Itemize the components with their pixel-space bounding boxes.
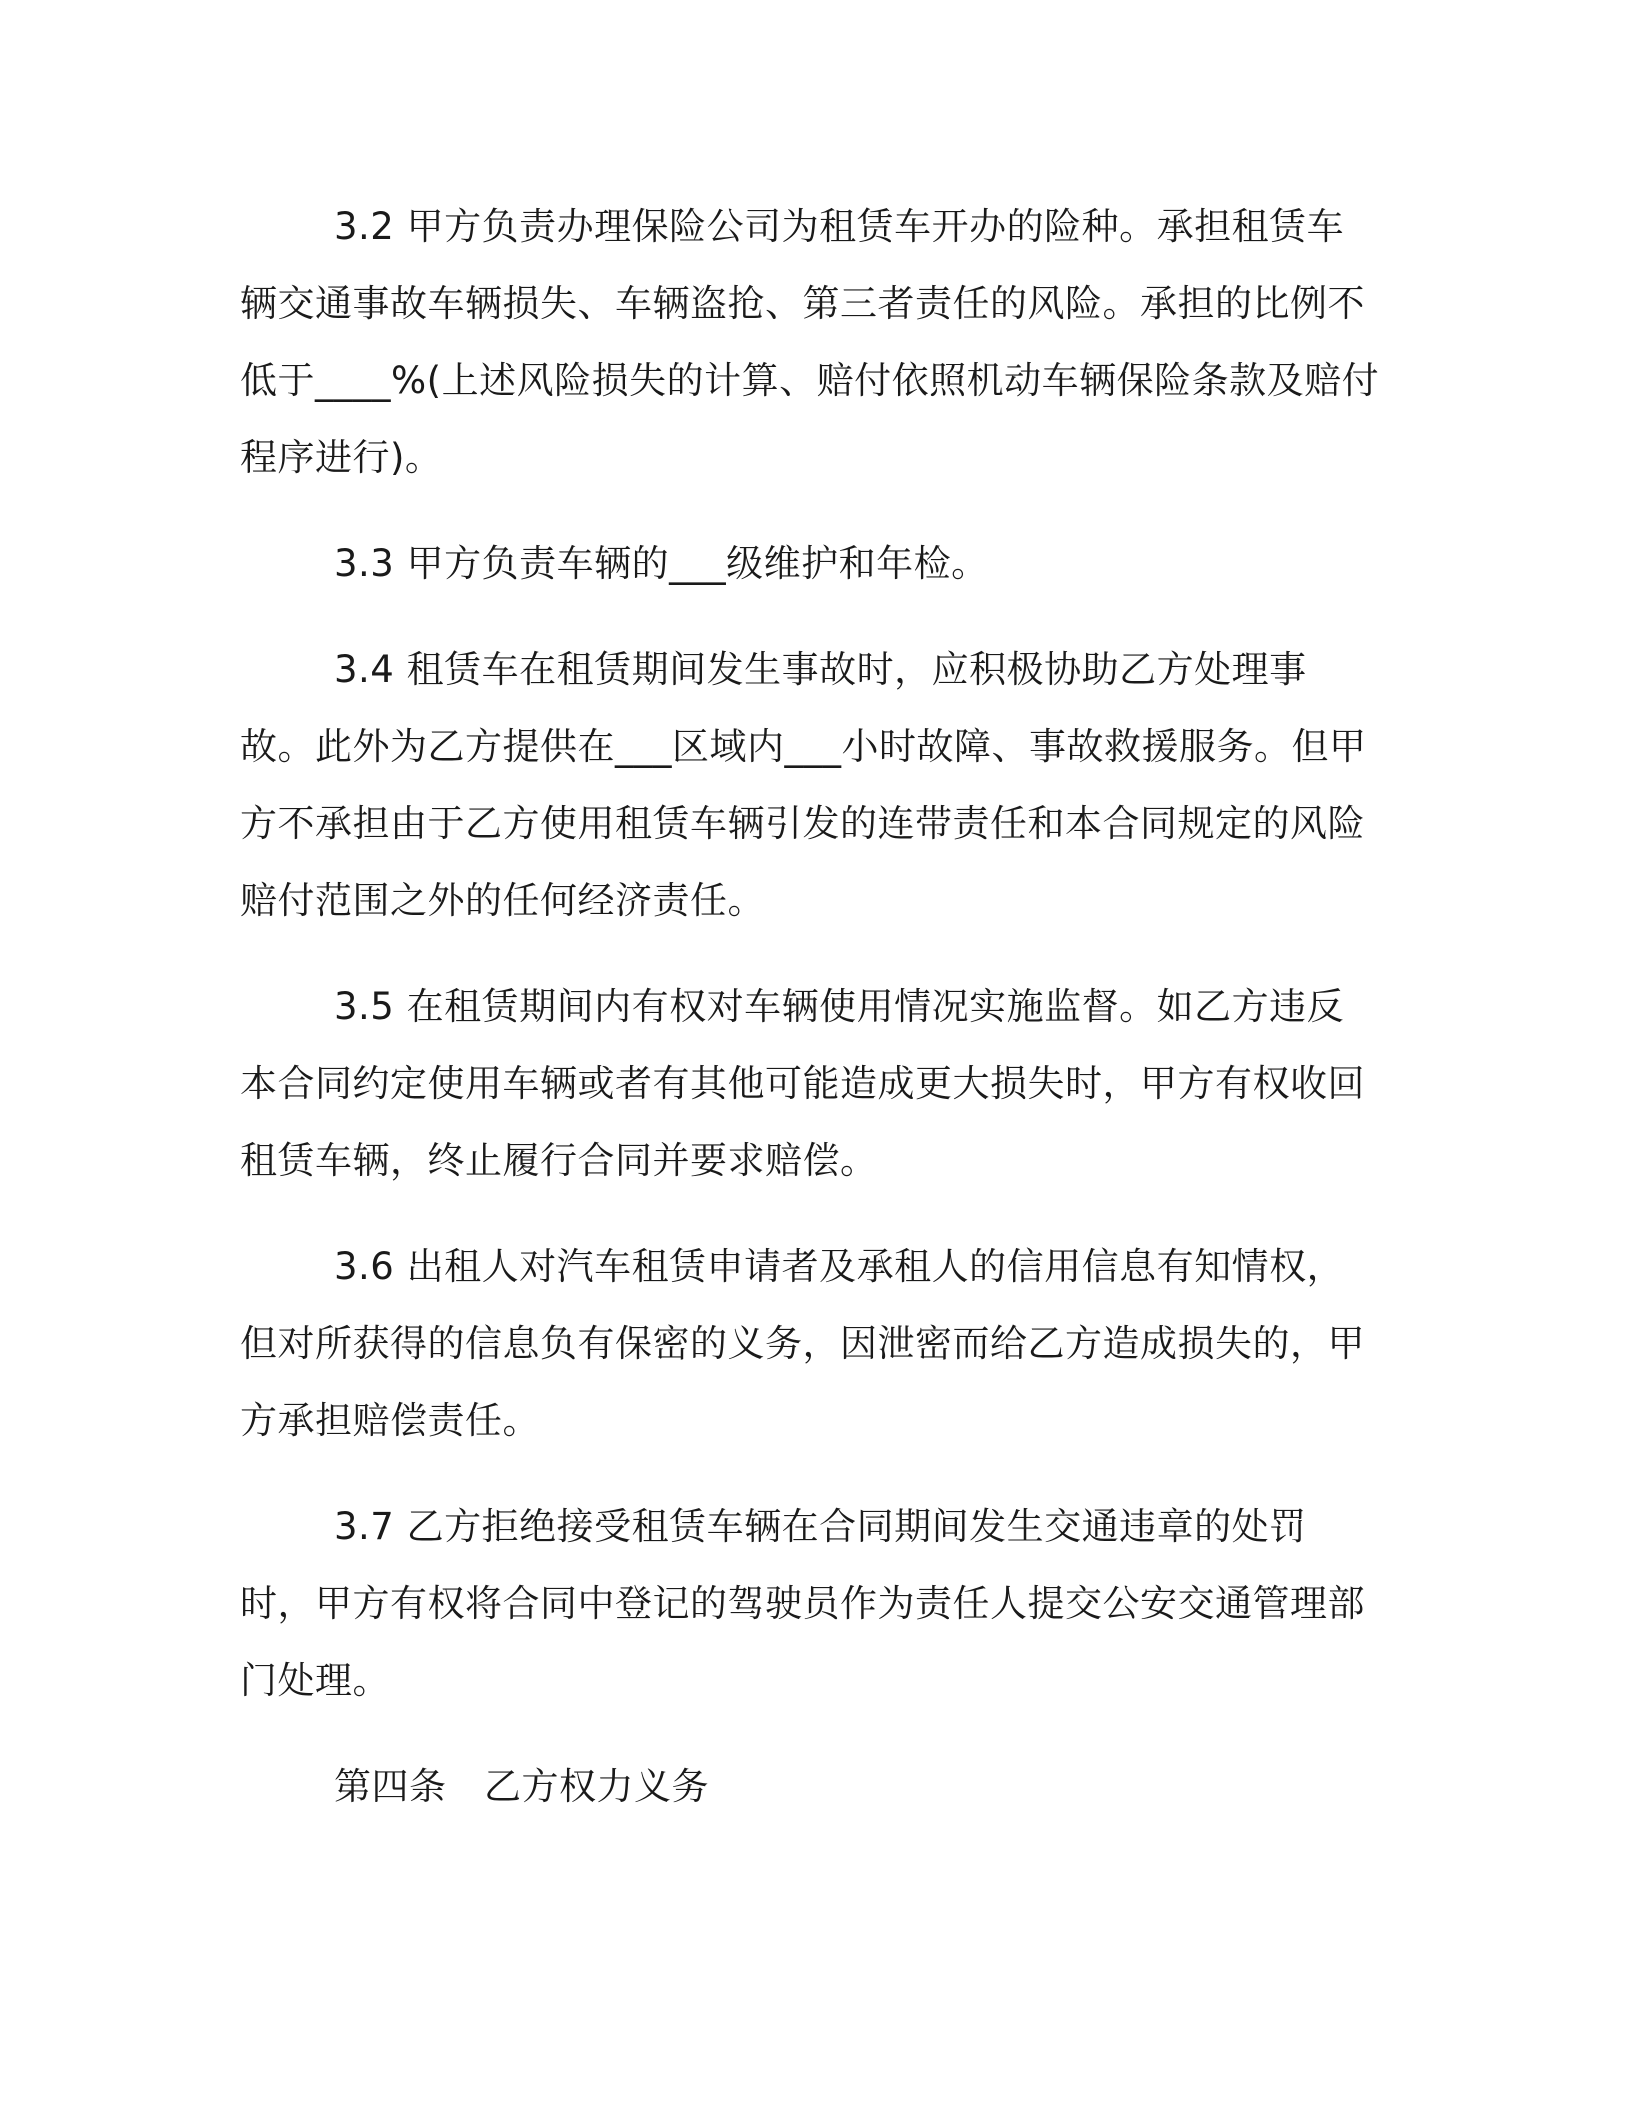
document-body [240, 188, 1380, 1825]
section-heading-article-4: 第四条 乙方权力义务 [334, 1765, 709, 1808]
clause-3-3: 3.3 甲方负责车辆的___级维护和年检。 [334, 542, 989, 585]
clause-3-7: 3.7 乙方拒绝接受租赁车辆在合同期间发生交通违章的处罚时，甲方有权将合同中登记的驾驶员作为责任人提交公安交通管理部门处理。 [240, 1505, 1365, 1702]
clause-3-5: 3.5 在租赁期间内有权对车辆使用情况实施监督。如乙方违反本合同约定使用车辆或者有其他可能造成更大损失时，甲方有权收回租赁车辆，终止履行合同并要求赔偿。 [240, 985, 1365, 1182]
clause-3-4: 3.4 租赁车在租赁期间发生事故时，应积极协助乙方处理事故。此外为乙方提供在___区域内___小时故障、事故救援服务。但甲方不承担由于乙方使用租赁车辆引发的连带责任和本合同规定的风险赔付范围之外的任何经济责任。 [240, 648, 1367, 922]
clause-3-6: 3.6 出租人对汽车租赁申请者及承租人的信用信息有知情权，但对所获得的信息负有保密的义务，因泄密而给乙方造成损失的，甲方承担赔偿责任。 [240, 1245, 1365, 1442]
clause-3-2: 3.2 甲方负责办理保险公司为租赁车开办的险种。承担租赁车辆交通事故车辆损失、车辆盗抢、第三者责任的风险。承担的比例不低于____%(上述风险损失的计算、赔付依照机动车辆保险条款及赔付程序进行)。 [240, 205, 1380, 479]
